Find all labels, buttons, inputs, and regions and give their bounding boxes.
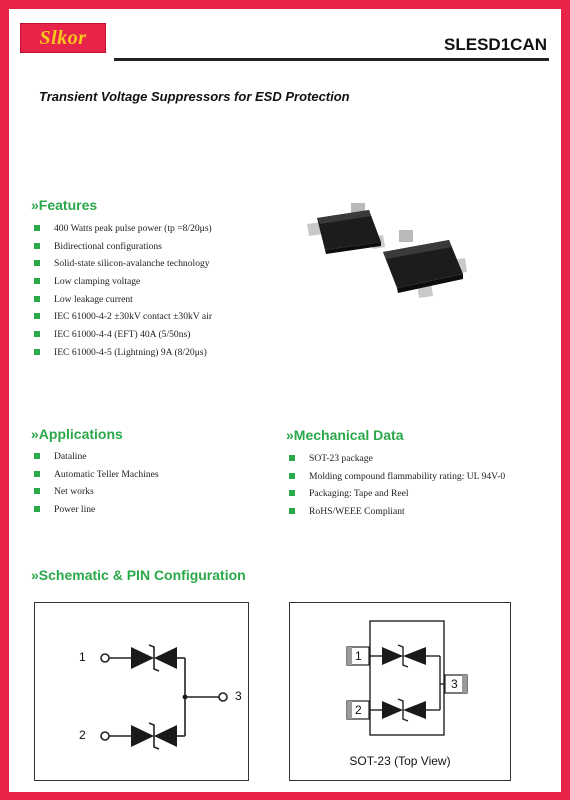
pin3-label: 3 (235, 689, 242, 703)
sot23-package-image (299, 202, 469, 312)
bullet-square (34, 506, 40, 512)
bullet-square (34, 453, 40, 459)
package-pin2-label: 2 (355, 703, 362, 717)
list-item: 400 Watts peak pulse power (tp =8/20μs) (33, 220, 212, 238)
mechanical-list (288, 450, 505, 521)
bullet-square (289, 508, 295, 514)
package-pin3-label: 3 (451, 677, 458, 691)
list-item: Power line (33, 501, 159, 519)
schematic-heading: »Schematic & PIN Configuration (31, 567, 246, 583)
list-item: IEC 61000-4-2 ±30kV contact ±30kV air (33, 308, 212, 326)
list-item: SOT-23 package (288, 450, 505, 468)
list-item: Net works (33, 483, 159, 501)
schematic-diagram (34, 602, 249, 781)
features-list (33, 220, 212, 362)
datasheet-page (9, 9, 561, 792)
brand-logo (20, 23, 106, 53)
features-heading: »Features (31, 197, 98, 213)
page-subtitle: Transient Voltage Suppressors for ESD Protection (39, 89, 350, 104)
bullet-square (289, 473, 295, 479)
bullet-square (289, 455, 295, 461)
list-item: RoHS/WEEE Compliant (288, 503, 505, 521)
list-item: Low leakage current (33, 291, 212, 309)
pin2-label: 2 (79, 728, 86, 742)
bullet-square (34, 331, 40, 337)
list-item: Solid-state silicon-avalanche technology (33, 255, 212, 273)
header-rule (114, 58, 549, 61)
list-item: IEC 61000-4-5 (Lightning) 9A (8/20μs) (33, 344, 212, 362)
list-item: Bidirectional configurations (33, 238, 212, 256)
bullet-square (34, 243, 40, 249)
mechanical-heading: »Mechanical Data (286, 427, 404, 443)
bullet-square (34, 488, 40, 494)
bullet-square (289, 490, 295, 496)
applications-heading: »Applications (31, 426, 123, 442)
logo-text: Slkor (39, 27, 87, 49)
list-item: IEC 61000-4-4 (EFT) 40A (5/50ns) (33, 326, 212, 344)
package-pin1-label: 1 (355, 649, 362, 663)
bullet-square (34, 296, 40, 302)
package-pinout-diagram (289, 602, 511, 781)
package-caption: SOT-23 (Top View) (349, 754, 451, 768)
bullet-square (34, 471, 40, 477)
list-item: Low clamping voltage (33, 273, 212, 291)
bullet-square (34, 260, 40, 266)
part-number: SLESD1CAN (444, 35, 547, 54)
bullet-square (34, 313, 40, 319)
list-item: Packaging: Tape and Reel (288, 485, 505, 503)
bullet-square (34, 225, 40, 231)
list-item: Molding compound flammability rating: UL 94V-0 (288, 468, 505, 486)
list-item: Dataline (33, 448, 159, 466)
applications-list (33, 448, 159, 519)
bullet-square (34, 278, 40, 284)
bullet-square (34, 349, 40, 355)
list-item: Automatic Teller Machines (33, 466, 159, 484)
pin1-label: 1 (79, 650, 86, 664)
